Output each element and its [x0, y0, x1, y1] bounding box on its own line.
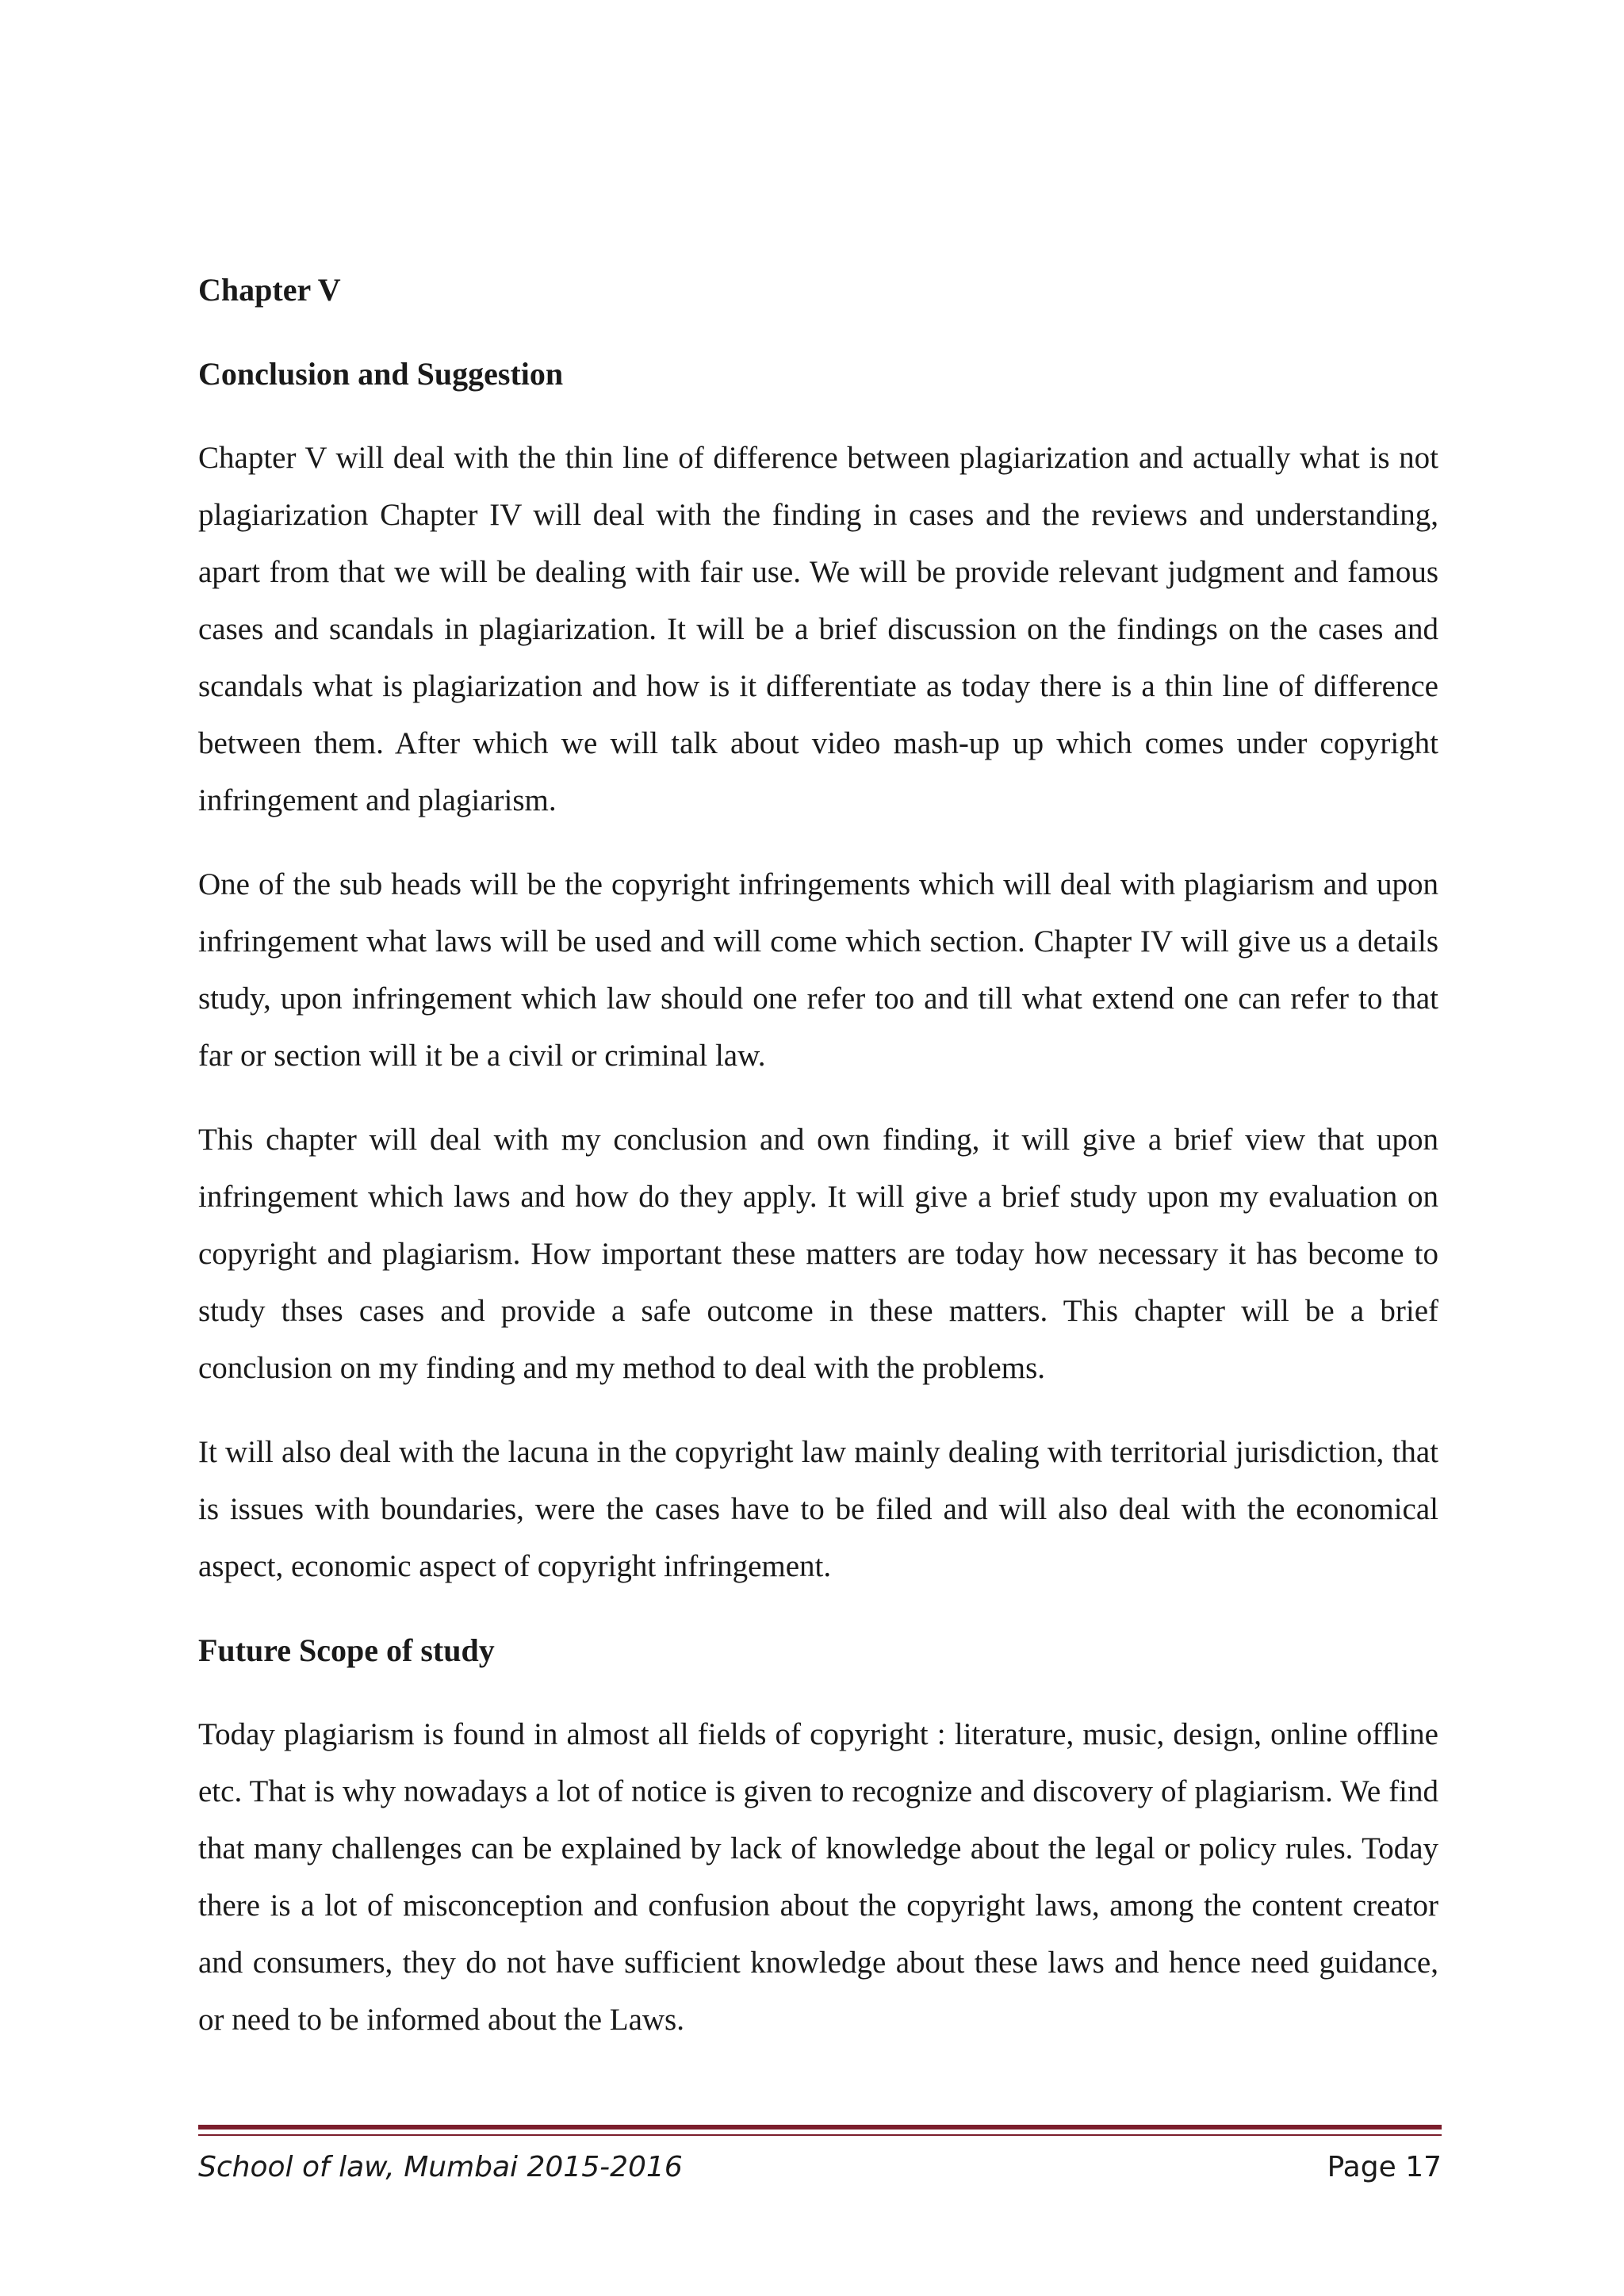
future-scope-paragraph: Today plagiarism is found in almost all fields of copyright : literature, music, design, online offline etc. That is why nowadays a lot of notice is given to recognize and discovery of plagiarism. We find that many challenges can be explained by lack of knowledge about the legal or policy rules. Today there is a lot of misconception and confusion about the copyright laws, among the content creator and consumers, they do not have sufficient knowledge about these laws and hence need guidance, or need to be informed about the Laws. — [198, 1717, 1438, 2037]
footer-rule-secondary — [198, 2134, 1442, 2136]
chapter-label: Chapter V — [198, 272, 341, 308]
paragraph-1: Chapter V will deal with the thin line of difference between plagiarization and actually what is not plagiarization Chapter IV will deal with the finding in cases and the reviews and understanding, apart from that we will be dealing with fair use. We will be provide relevant judgment and famous cases and scandals in plagiarization. It will be a brief discussion on the findings on the cases and scandals what is plagiarization and how is it differentiate as today there is a thin line of difference between them. After which we will talk about video mash-up up which comes under copyright infringement and plagiarism. — [198, 441, 1438, 817]
paragraph-3: This chapter will deal with my conclusion and own finding, it will give a brief view that upon infringement which laws and how do they apply. It will give a brief study upon my evaluation on copyright and plagiarism. How important these matters are today how necessary it has become to study thses cases and provide a safe outcome in these matters. This chapter will be a brief conclusion on my finding and my method to deal with the problems. — [198, 1123, 1438, 1385]
future-scope-title: Future Scope of study — [198, 1632, 495, 1668]
paragraph-4: It will also deal with the lacuna in the copyright law mainly dealing with territorial jurisdiction, that is issues with boundaries, were the cases have to be filed and will also deal with the economical aspect, economic aspect of copyright infringement. — [198, 1435, 1438, 1583]
footer-institution: School of law, Mumbai 2015-2016 — [198, 2151, 683, 2183]
paragraph-2: One of the sub heads will be the copyright infringements which will deal with plagiarism and upon infringement what laws will be used and will come which section. Chapter IV will give us a details study, upon infringement which law should one refer too and till what extend one can refer to that far or section will it be a civil or criminal law. — [198, 867, 1438, 1073]
section-title: Conclusion and Suggestion — [198, 356, 564, 392]
footer-rule — [198, 2125, 1442, 2130]
page-body — [198, 262, 1438, 2076]
page-footer — [198, 2144, 1442, 2191]
page-number: Page 17 — [1327, 2151, 1442, 2183]
